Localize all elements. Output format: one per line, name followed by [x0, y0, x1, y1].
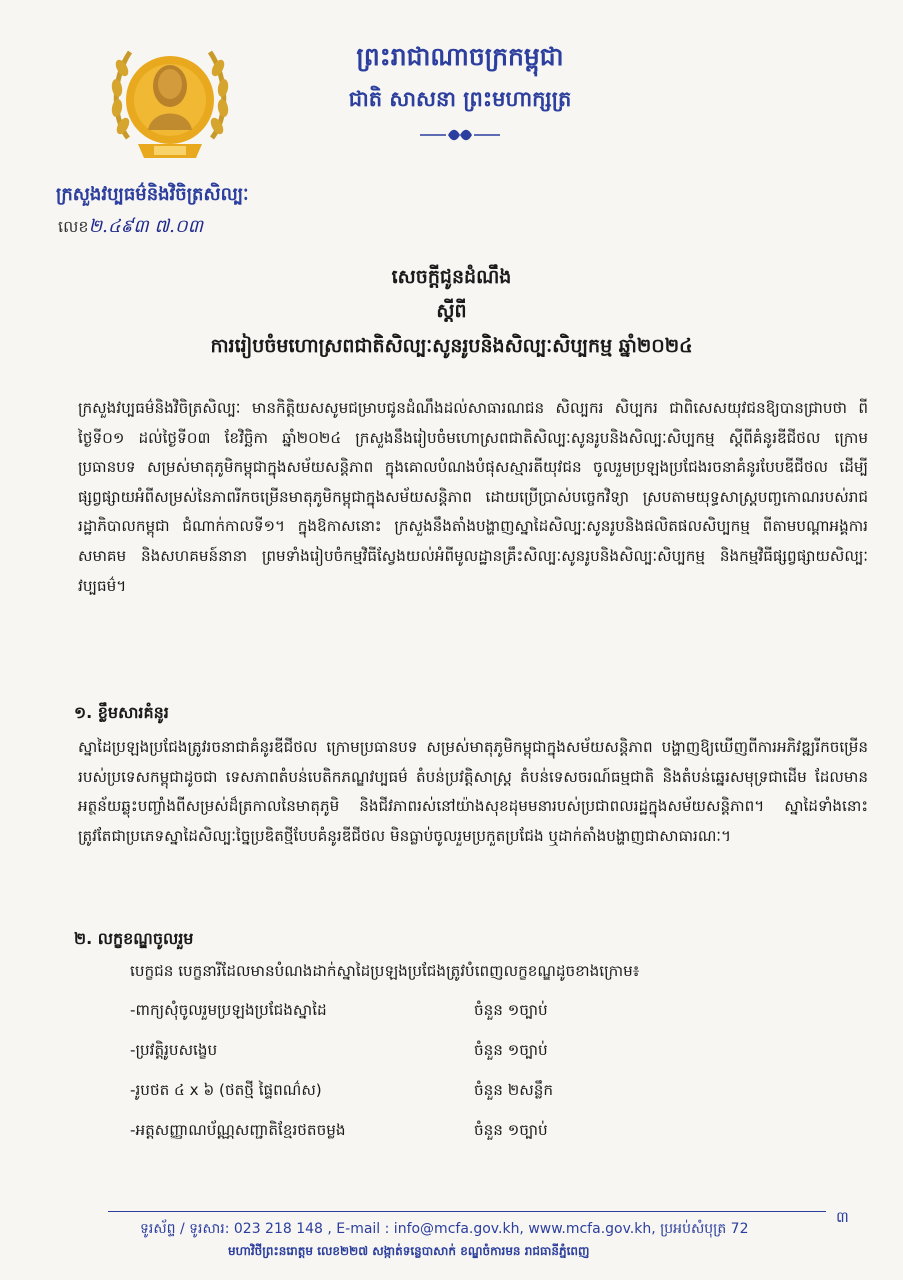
letterhead-kingdom [330, 38, 590, 116]
requirement-quantity: ចំនួន ១ច្បាប់ [474, 1121, 548, 1139]
requirements-list [130, 995, 850, 1155]
list-item [130, 1035, 850, 1075]
intro-paragraph: ក្រសួងវប្បធម៌និងវិចិត្រសិល្បៈ មានកិត្តិយសសូមជម្រាបជូនដំណឹងដល់សាធារណជន សិល្បករ សិប្បករ ជាពិសេសយុវជនឱ្យបានជ្រាបថា ពីថ្ងៃទី០១ ដល់ថ្ងៃទី០៣ ខែវិច្ឆិកា ឆ្នាំ២០២៤ ក្រសួងនឹងរៀបចំមហោស្រពជាតិសិល្បៈសូនរូបនិងសិល្បៈសិប្បកម្ម ស្ដីពីគំនូរឌីជីថល ក្រោមប្រធានបទ សម្រស់មាតុភូមិកម្ពុជាក្នុងសម័យសន្តិភាព ក្នុងគោលបំណងបំផុសស្មារតីយុវជន ចូលរួមប្រឡងប្រជែងរចនាគំនូរបែបឌីជីថល ដើម្បីផ្សព្វផ្សាយអំពីសម្រស់នៃភាពរីកចម្រើនមាតុភូមិកម្ពុជាក្នុងសម័យសន្តិភាព ដោយប្រើប្រាស់បច្ចេកវិទ្យា ស្របតាមយុទ្ធសាស្ត្របញ្ចកោណរបស់រាជរដ្ឋាភិបាលកម្ពុជា ជំណាក់កាលទី១។ ក្នុងឱកាសនោះ ក្រសួងនឹងតាំងបង្ហាញស្នាដៃសិល្បៈសូនរូបនិងផលិតផលសិប្បកម្ម ពីតាមបណ្ដាអង្គការ សមាគម និងសហគមន៍នានា ព្រមទាំងរៀបចំកម្មវិធីស្វែងយល់អំពីមូលដ្ឋានគ្រឹះសិល្បៈសូនរូបនិងសិល្បៈសិប្បកម្ម និងកម្មវិធីផ្សព្វផ្សាយសិល្បៈវប្បធម៌។ [78, 399, 868, 595]
notice-subtitle: ស្ដីពី [436, 300, 467, 322]
notice-topic: ការរៀបចំមហោស្រពជាតិសិល្បៈសូនរូបនិងសិល្បៈសិប្បកម្ម ឆ្នាំ២០២៤ [210, 335, 693, 357]
footer-address: មហាវិថីព្រះនរោត្តម លេខ២២៧ សង្កាត់ទន្លេបាសាក់ ខណ្ឌចំការមន រាជធានីភ្នំពេញ [228, 1244, 590, 1258]
requirement-quantity: ចំនួន ២សន្លឹក [474, 1081, 553, 1099]
requirement-name: -រូបថត ៤ x ៦ (ថតថ្មី ផ្ទៃពណ៌ស) [130, 1081, 322, 1099]
list-item [130, 995, 850, 1035]
kingdom-title: ព្រះរាជាណាចក្រកម្ពុជា [356, 42, 564, 71]
reference-value: ២.៤៩៣ ៧.០៣ [88, 216, 204, 237]
requirement-name: -ពាក្យសុំចូលរួមប្រឡងប្រជែងស្នាដៃ [130, 1001, 327, 1019]
section2-heading: ២. លក្ខខណ្ឌចូលរួម [74, 929, 194, 948]
requirement-name: -ប្រវត្តិរូបសង្ខេប [130, 1041, 218, 1059]
requirement-quantity: ចំនួន ១ច្បាប់ [474, 1001, 548, 1019]
national-motto: ជាតិ សាសនា ព្រះមហាក្សត្រ [348, 86, 572, 111]
footer-contact: ទូរស័ព្ទ / ទូរសារ: 023 218 148 , E-mail : info@mcfa.gov.kh, www.mcfa.gov.kh, ប្រអប់សំបុត្រ 72 [140, 1221, 749, 1237]
notice-title: សេចក្ដីជូនដំណឹង [391, 266, 512, 288]
requirement-name: -អត្តសញ្ញាណប័ណ្ណសញ្ជាតិខ្មែរថតចម្លង [130, 1121, 346, 1139]
section1-heading: ១. ខ្លឹមសារគំនូរ [74, 703, 169, 722]
tacteng-ornament-icon [420, 128, 500, 142]
ministry-seal-icon [108, 38, 232, 174]
section1-body: ស្នាដៃប្រឡងប្រជែងត្រូវរចនាជាគំនូរឌីជីថល ក្រោមប្រធានបទ សម្រស់មាតុភូមិកម្ពុជាក្នុងសម័យសន្តិភាព បង្ហាញឱ្យឃើញពីការអភិវឌ្ឍរីកចម្រើនរបស់ប្រទេសកម្ពុជាដូចជា ទេសភាពតំបន់បេតិកភណ្ឌវប្បធម៌ តំបន់ប្រវត្តិសាស្ត្រ តំបន់ទេសចរណ៍ធម្មជាតិ និងតំបន់ឆ្នេរសមុទ្រជាដើម ដែលមានអត្ថន័យឆ្លុះបញ្ចាំងពីសម្រស់ដ៏ត្រកាលនៃមាតុភូមិ និងជីវភាពរស់នៅយ៉ាងសុខដុមមនារបស់ប្រជាពលរដ្ឋក្នុងសម័យសន្តិភាព។ ស្នាដៃទាំងនោះត្រូវតែជាប្រភេទស្នាដៃសិល្បៈច្នៃប្រឌិតថ្មីបែបគំនូរឌីជីថល មិនធ្លាប់ចូលរួមប្រកួតប្រជែង ឬដាក់តាំងបង្ហាញជាសាធារណៈ។ [78, 738, 868, 845]
requirement-quantity: ចំនួន ១ច្បាប់ [474, 1041, 548, 1059]
page-mark: ៣ [836, 1208, 849, 1226]
notice-title-block [0, 260, 903, 364]
footer-divider [108, 1211, 826, 1212]
list-item [130, 1075, 850, 1115]
reference-label: លេខ [58, 217, 89, 236]
reference-number [58, 214, 203, 241]
list-item [130, 1115, 850, 1155]
ministry-name: ក្រសួងវប្បធម៌និងវិចិត្រសិល្បៈ [56, 184, 249, 205]
section2-intro: បេក្ខជន បេក្ខនារីដែលមានបំណងដាក់ស្នាដៃប្រឡងប្រជែងត្រូវបំពេញលក្ខខណ្ឌដូចខាងក្រោម៖ [130, 962, 640, 980]
